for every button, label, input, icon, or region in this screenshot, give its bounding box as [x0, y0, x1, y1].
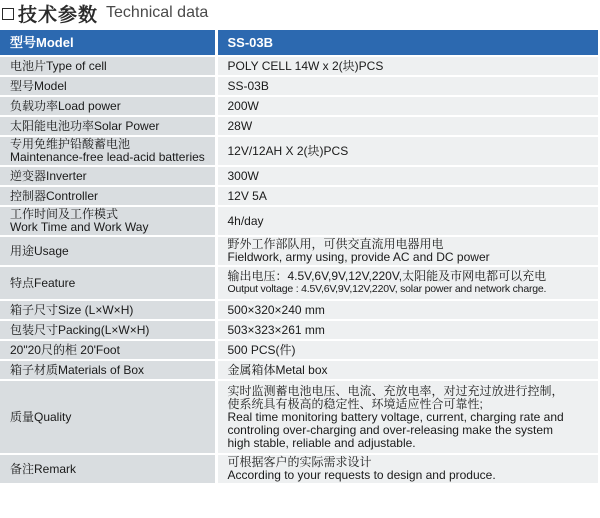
table-row	[0, 116, 598, 136]
row-label	[0, 320, 216, 340]
row-value	[216, 186, 598, 206]
row-value-line: 28W	[227, 118, 253, 133]
spec-table	[0, 30, 598, 485]
table-row	[0, 266, 598, 300]
row-value	[216, 136, 598, 166]
table-row	[0, 340, 598, 360]
table-row	[0, 206, 598, 236]
row-value-line: 可根据客户的实际需求设计	[227, 455, 372, 469]
row-label	[0, 56, 216, 76]
row-value	[216, 56, 598, 76]
row-value-line: 12V 5A	[227, 188, 267, 203]
row-value	[216, 266, 598, 300]
row-value-line: 野外工作部队用，可供交直流用电器用电	[227, 237, 444, 251]
row-value-line: 输出电压：4.5V,6V,9V,12V,220V,太阳能及市网电都可以充电	[227, 269, 547, 283]
row-value	[216, 454, 598, 484]
row-value	[216, 76, 598, 96]
row-label-line: 箱子尺寸Size (L×W×H)	[10, 302, 134, 317]
row-label	[0, 380, 216, 454]
row-label	[0, 96, 216, 116]
table-row	[0, 166, 598, 186]
row-value-line: Fieldwork, army using, provide AC and DC power	[227, 250, 490, 264]
row-label-line: Work Time and Work Way	[10, 220, 149, 234]
row-label	[0, 166, 216, 186]
table-row	[0, 360, 598, 380]
row-value-line: 300W	[227, 168, 259, 183]
row-label-line: 逆变器Inverter	[10, 168, 87, 183]
row-value-line: 使系统具有极高的稳定性、环境适应性合可靠性;	[227, 396, 483, 411]
table-row	[0, 56, 598, 76]
row-value-line: 200W	[227, 98, 259, 113]
row-label	[0, 300, 216, 320]
table-row	[0, 76, 598, 96]
row-value	[216, 166, 598, 186]
row-value-line: 503×323×261 mm	[227, 322, 325, 337]
table-header-row	[0, 30, 598, 56]
row-value-line: 500 PCS(件)	[227, 342, 296, 357]
row-label	[0, 186, 216, 206]
table-row	[0, 96, 598, 116]
row-label-line: 型号Model	[10, 78, 67, 93]
checkbox-square-icon	[2, 8, 14, 20]
row-value	[216, 340, 598, 360]
row-value-line: controling over-charging and over-releasing make the system	[227, 422, 553, 437]
row-label-line: 包装尺寸Packing(L×W×H)	[10, 322, 150, 337]
row-label-line: 电池片Type of cell	[10, 58, 107, 73]
row-value-line: 4h/day	[227, 213, 264, 228]
section-heading	[2, 0, 598, 26]
row-value-line: Output voltage : 4.5V,6V,9V,12V,220V, solar power and network charge.	[227, 283, 547, 295]
row-label	[0, 116, 216, 136]
row-label	[0, 340, 216, 360]
row-value	[216, 206, 598, 236]
row-value-line: SS-03B	[227, 78, 269, 93]
row-value-line: Real time monitoring battery voltage, current, charging rate and	[227, 409, 564, 424]
row-value-line: high stable, reliable and adjustable.	[227, 435, 416, 450]
row-label-line: 备注Remark	[10, 461, 77, 476]
row-value	[216, 236, 598, 266]
row-label-line: 控制器Controller	[10, 188, 99, 203]
row-label-line: Maintenance-free lead-acid batteries	[10, 150, 205, 164]
table-row	[0, 454, 598, 484]
table-row	[0, 236, 598, 266]
row-value	[216, 380, 598, 454]
table-row	[0, 136, 598, 166]
row-label-line: 特点Feature	[10, 275, 76, 290]
header-value: SS-03B	[216, 30, 598, 56]
row-value	[216, 116, 598, 136]
table-row	[0, 300, 598, 320]
row-value-line: 实时监测蓄电池电压、电流、充放电率，对过充过放进行控制，	[227, 383, 564, 398]
row-value-line: According to your requests to design and produce.	[227, 468, 496, 482]
row-label-line: 箱子材质Materials of Box	[10, 362, 145, 377]
row-value-line: 金属箱体Metal box	[227, 362, 328, 377]
table-row	[0, 186, 598, 206]
row-value-line: 12V/12AH X 2(块)PCS	[227, 143, 349, 158]
row-label	[0, 136, 216, 166]
table-row	[0, 380, 598, 454]
row-value	[216, 96, 598, 116]
row-value-line: POLY CELL 14W x 2(块)PCS	[227, 58, 384, 73]
row-value-line: 500×320×240 mm	[227, 302, 325, 317]
row-value	[216, 320, 598, 340]
heading-english: Technical data	[106, 4, 209, 21]
table-row	[0, 320, 598, 340]
row-label	[0, 360, 216, 380]
row-value	[216, 360, 598, 380]
row-label-line: 专用免维护铅酸蓄电池	[10, 137, 131, 151]
row-label-line: 20"20尺的柜 20'Foot	[10, 342, 120, 357]
row-label-line: 用途Usage	[10, 243, 69, 258]
row-label-line: 质量Quality	[10, 409, 72, 424]
row-label-line: 太阳能电池功率Solar Power	[10, 118, 160, 133]
row-label	[0, 454, 216, 484]
row-value	[216, 300, 598, 320]
row-label-line: 工作时间及工作模式	[10, 207, 119, 221]
row-label-line: 负载功率Load power	[10, 98, 121, 113]
row-label	[0, 266, 216, 300]
row-label	[0, 206, 216, 236]
row-label	[0, 76, 216, 96]
row-label	[0, 236, 216, 266]
heading-chinese: 技术参数	[18, 4, 99, 26]
header-key: 型号Model	[0, 30, 216, 56]
